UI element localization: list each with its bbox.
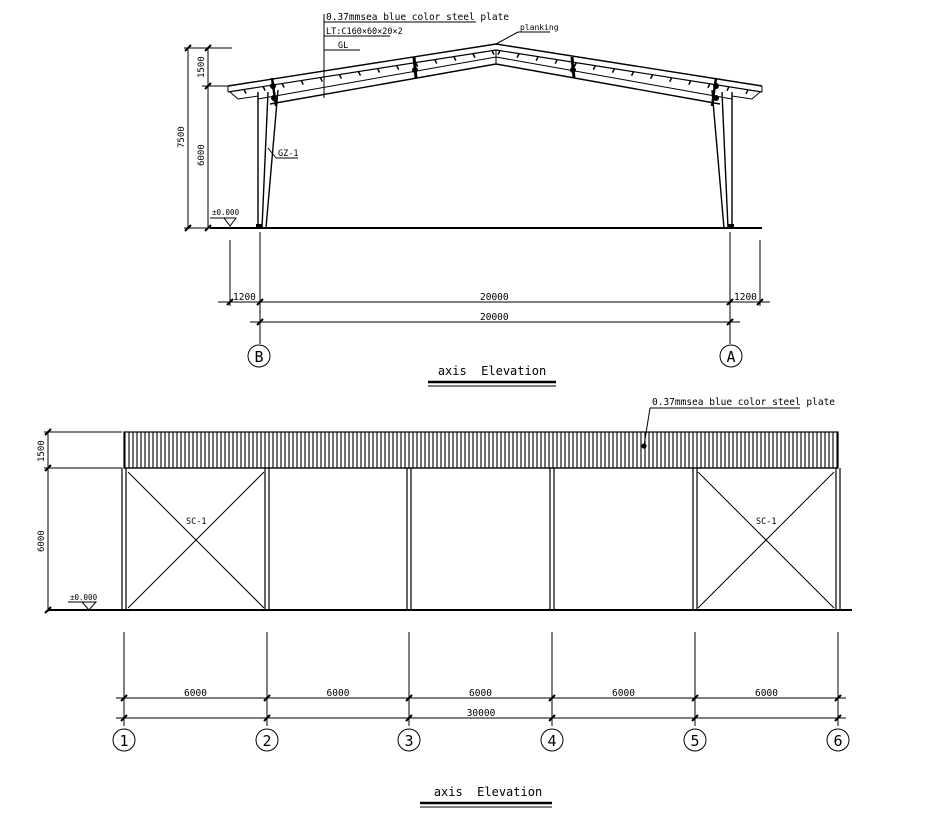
top-vertical-dims (177, 45, 232, 231)
dim-top-7500: 7500 (177, 126, 187, 148)
dim-top-1500: 1500 (197, 56, 207, 78)
svg-text:A: A (726, 348, 736, 366)
svg-text:1: 1 (119, 732, 129, 750)
svg-text:SC-1: SC-1 (756, 517, 777, 527)
top-level-mark (210, 208, 240, 226)
column-left (256, 78, 278, 228)
dim-top-6000: 6000 (197, 144, 207, 166)
dim-right-overhang: 1200 (734, 292, 757, 303)
bottom-elevation (37, 397, 852, 807)
beam-note: GL (338, 41, 349, 51)
bottom-column (122, 468, 126, 610)
svg-text:axis Elevation: axis Elevation (433, 785, 543, 799)
top-title (428, 364, 556, 386)
bottom-title (420, 785, 552, 807)
dim-bay: 6000 (326, 688, 350, 699)
axis-bubble-6 (827, 729, 849, 751)
axis-bubble-B (248, 345, 270, 367)
bottom-column (265, 468, 269, 610)
purlin-note: LT:C160×60×20×2 (326, 27, 403, 37)
svg-text:4: 4 (547, 732, 557, 750)
axis-bubble-2 (256, 729, 278, 751)
svg-text:3: 3 (404, 732, 414, 750)
rafter-beams (258, 50, 732, 104)
svg-text:5: 5 (690, 732, 700, 750)
roof-outline (228, 44, 762, 99)
bottom-vertical-dims (37, 429, 122, 613)
svg-text:6: 6 (833, 732, 843, 750)
bottom-column (693, 468, 697, 610)
axis-bubble-5 (684, 729, 706, 751)
bottom-columns (122, 468, 840, 610)
svg-text:SC-1: SC-1 (186, 517, 207, 527)
planking-note-group (496, 23, 559, 44)
dim-bottom-1500: 1500 (37, 440, 47, 462)
top-horizontal-dims (218, 232, 770, 344)
bottom-column (550, 468, 554, 610)
top-elevation (177, 12, 770, 386)
bottom-level-mark (68, 593, 98, 610)
dim-bay: 6000 (612, 688, 635, 699)
svg-text:B: B (254, 348, 264, 366)
bottom-roof-plate-note: 0.37mmsea blue color steel plate (652, 397, 836, 408)
axis-bubble-A (720, 345, 742, 367)
cross-brace-left (128, 472, 264, 608)
planking-note: planking (520, 23, 559, 32)
dim-bay: 6000 (184, 688, 207, 699)
roof-notes (324, 12, 509, 98)
svg-text:axis Elevation: axis Elevation (437, 364, 547, 378)
dim-left-overhang: 1200 (233, 292, 256, 303)
dim-bay: 6000 (755, 688, 778, 699)
axis-bubble-3 (398, 729, 420, 751)
dim-bottom-total: 30000 (466, 708, 496, 719)
bottom-column (836, 468, 840, 610)
bottom-column (407, 468, 411, 610)
axis-bubble-1 (113, 729, 135, 751)
dim-span: 20000 (480, 292, 509, 303)
dim-bay: 6000 (469, 688, 492, 699)
top-level-label: ±0.000 (212, 208, 240, 217)
column-label: GZ-1 (278, 149, 299, 159)
dim-bottom-6000: 6000 (37, 530, 47, 552)
top-roof-plate-note: 0.37mmsea blue color steel plate (326, 12, 510, 23)
axis-bubble-4 (541, 729, 563, 751)
bottom-horizontal-dims (116, 632, 846, 726)
bottom-level-label: ±0.000 (70, 593, 98, 602)
cross-brace-right (698, 472, 834, 608)
dim-total-span: 20000 (480, 312, 509, 323)
svg-text:2: 2 (262, 732, 272, 750)
roof-cladding (124, 432, 838, 468)
